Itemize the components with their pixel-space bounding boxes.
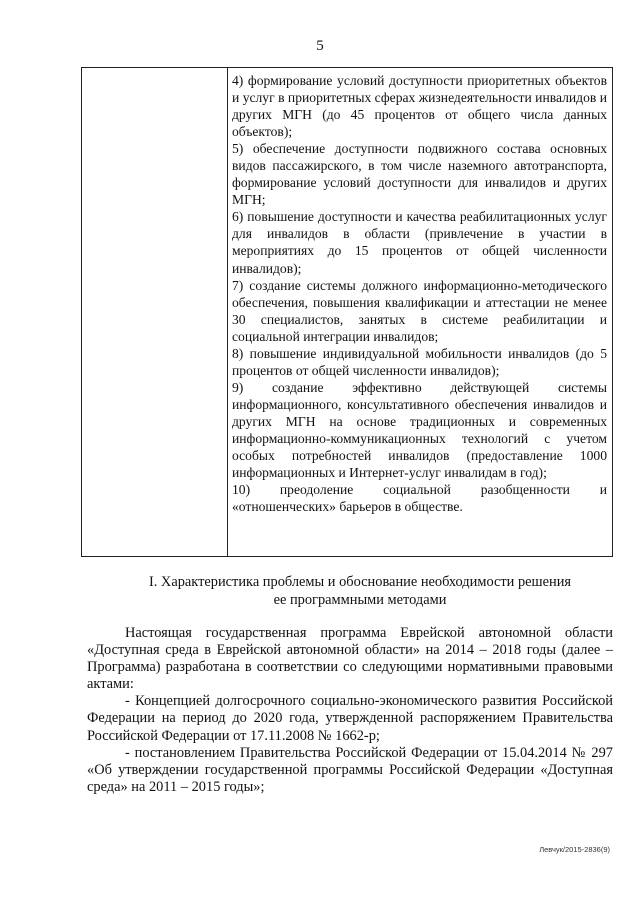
section-heading-line1: I. Характеристика проблемы и обоснование необходимости решения [148,574,572,590]
goal-item-6: 6) повышение доступности и качества реабилитационных услуг для инвалидов в области (привлечение в участии в мероприятиях до 15 процентов от общей численности инвалидов); [232,209,607,276]
section-heading [100,573,620,609]
goal-item-10: 10) преодоление социальной разобщенности и «отношенческих» барьеров в обществе. [232,482,607,515]
column-divider [227,68,228,556]
goals-cell [232,72,607,515]
paragraph-resolution: - постановлением Правительства Российской Федерации от 15.04.2014 № 297 «Об утверждении государственной программы Российской Федерации «Доступная среда» на 2011 – 2015 годы»; [87,744,613,795]
goal-item-9: 9) создание эффективно действующей системы информационного, консультативного обеспечения инвалидов и других МГН на основе традиционных и современных информационно-коммуникационных технологий с учетом особых потребностей инвалидов (предоставление 1000 информационных и Интернет-услуг инвалидам в год); [232,379,607,481]
goals-table [81,67,613,557]
paragraph-intro: Настоящая государственная программа Еврейской автономной области «Доступная среда в Еврейской автономной области» на 2014 – 2018 годы (далее – Программа) разработана в соответствии со следующими нормативными правовыми актами: [87,625,613,693]
footer-code: Левчук/2015-2836(9) [539,845,610,854]
goal-item-8: 8) повышение индивидуальной мобильности инвалидов (до 5 процентов от общей численности инвалидов); [232,345,607,378]
section-heading-line2: ее программными методами [273,592,447,608]
goal-item-5: 5) обеспечение доступности подвижного состава основных видов пассажирского, в том числе наземного автотранспорта, формирование условий доступности для инвалидов и других МГН; [232,141,607,208]
body-text [87,625,613,796]
paragraph-concept: - Концепцией долгосрочного социально-экономического развития Российской Федерации на период до 2020 года, утвержденной распоряжением Правительства Российской Федерации от 17.11.2008 № 1662-р; [87,693,613,744]
page-number: 5 [316,38,324,54]
goal-item-4: 4) формирование условий доступности приоритетных объектов и услуг в приоритетных сферах жизнедеятельности инвалидов и других МГН (до 45 процентов от общего числа данных объектов); [232,73,607,140]
goal-item-7: 7) создание системы должного информационно-методического обеспечения, повышения квалификации и аттестации не менее 30 специалистов, занятых в системе реабилитации и социальной интеграции инвалидов; [232,277,607,344]
